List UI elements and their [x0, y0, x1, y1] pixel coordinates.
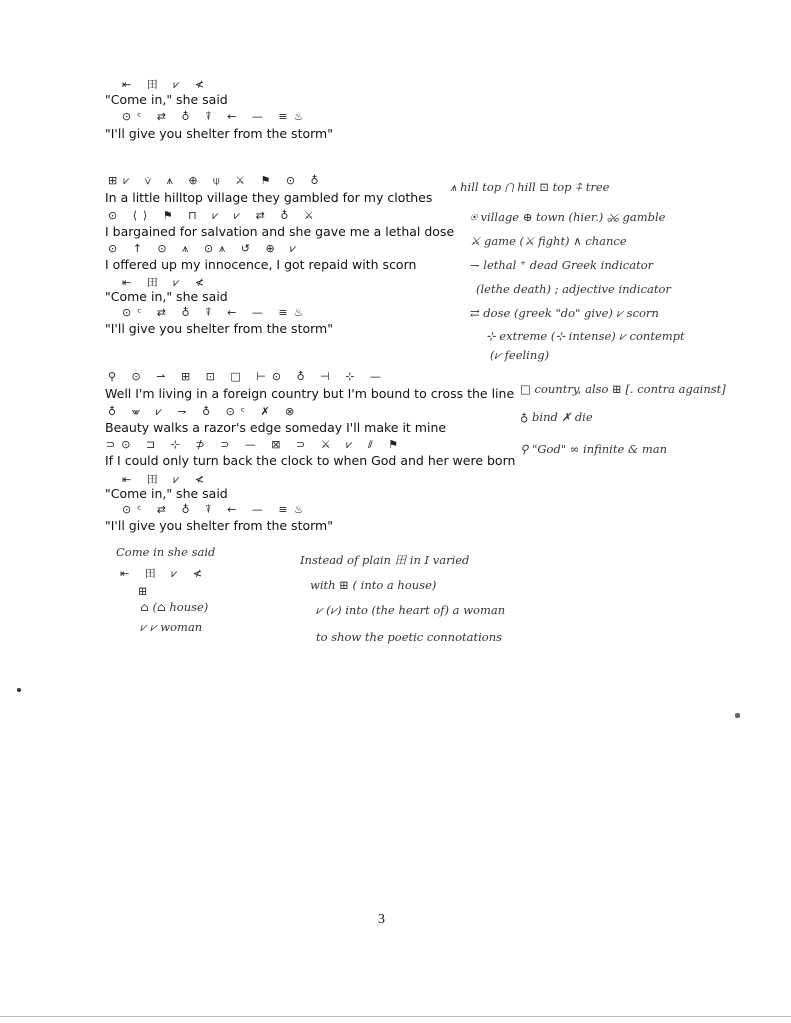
- glyph-line: ⊃⊙ ⊐ ⊹ ⊅ ⊃ — ⊠ ⊃ ⚔ ⩗ ⫽ ⚑: [106, 438, 405, 451]
- handwritten-note: Instead of plain 田 in I varied: [300, 553, 470, 567]
- page-number: 3: [378, 912, 385, 927]
- glyph-line: ♁ ⩖ ⩗ ⇁ ♁ ⊙ᶜ ✗ ⊗: [108, 405, 301, 418]
- handwritten-note: □ country, also ⊞ [. contra against]: [520, 382, 726, 396]
- stray-dot: [17, 688, 21, 692]
- glyph-line: ⊙ᶜ ⇄ ♁ ⍒ ← — ≡♨: [122, 110, 310, 123]
- lyric-line: "I'll give you shelter from the storm": [105, 518, 333, 533]
- lyric-line: "Come in," she said: [105, 486, 228, 501]
- handwritten-note: ⊹ extreme (⊹ intense) ⩗ contempt: [486, 329, 685, 343]
- glyph-line: ⊙ ⟨⟩ ⚑ ⊓ ⩗ ⩗ ⇄ ♁ ⚔: [108, 209, 320, 222]
- glyph-line: ⇤ 田 ⩗ ≮: [120, 567, 209, 580]
- lyric-line: Beauty walks a razor's edge someday I'll make it mine: [105, 420, 447, 435]
- glyph-line: ⇤ 田 ⩗ ≮: [122, 276, 211, 289]
- handwritten-note: ⩚ hill top ⋂ hill ⊡ top ⍏ tree: [450, 180, 610, 194]
- handwritten-note: (lethe death) ; adjective indicator: [476, 282, 671, 296]
- handwritten-note: ⊞: [138, 584, 148, 598]
- page-edge-line: [0, 1016, 791, 1017]
- glyph-line: ⇤ 田 ⩗ ≮: [122, 473, 211, 486]
- handwritten-note: ⇄ dose (greek "do" give) ⩗ scorn: [470, 306, 659, 320]
- glyph-line: ⊙ ↑ ⊙ ⩚ ⊙⩚ ↺ ⊕ ⩗: [108, 242, 303, 255]
- handwritten-note: to show the poetic connotations: [316, 630, 503, 644]
- glyph-line: ⊙ᶜ ⇄ ♁ ⍒ ← — ≡♨: [122, 306, 310, 319]
- handwritten-note: with ⊞ ( into a house): [310, 578, 437, 592]
- lyric-line: "I'll give you shelter from the storm": [105, 126, 333, 141]
- lyric-line: I offered up my innocence, I got repaid with scorn: [105, 257, 417, 272]
- lyric-line: In a little hilltop village they gambled for my clothes: [105, 190, 433, 205]
- stray-dot: [735, 713, 740, 718]
- glyph-line: ⇤ 田 ⩗ ≮: [122, 78, 211, 91]
- lyric-line: "Come in," she said: [105, 289, 228, 304]
- lyric-line: If I could only turn back the clock to when God and her were born: [105, 453, 516, 468]
- handwritten-note: ⇁ lethal ⁺ dead Greek indicator: [470, 258, 654, 272]
- lyric-line: I bargained for salvation and she gave me a lethal dose: [105, 224, 455, 239]
- lyric-line: "Come in," she said: [105, 92, 228, 107]
- glyph-line: ⊞⩗ ⩒ ⩚ ⊕ ⍦ ⚔ ⚑ ⊙ ♁: [108, 174, 325, 187]
- handwritten-note: ⚔ game (⚔ fight) ∧ chance: [470, 234, 627, 248]
- glyph-line: ⚲ ⊙ ⇀ ⊞ ⊡ □ ⊢⊙ ♁ ⊣ ⊹ —: [108, 370, 387, 383]
- handwritten-note: ⍟ village ⊕ town (hier.) ⚔ gamble: [470, 210, 666, 224]
- handwritten-note: ⚲ "God" ∞ infinite & man: [520, 442, 668, 456]
- handwritten-note: Come in she said: [116, 545, 216, 559]
- handwritten-note: ⩗ (⩗) into (the heart of) a woman: [316, 603, 506, 617]
- lyric-line: "I'll give you shelter from the storm": [105, 321, 333, 336]
- handwritten-note: ⌂ (⌂ house): [140, 600, 209, 614]
- handwritten-note: (⩗ feeling): [490, 348, 550, 362]
- lyric-line: Well I'm living in a foreign country but I'm bound to cross the line: [105, 386, 515, 401]
- glyph-line: ⊙ᶜ ⇄ ♁ ⍒ ← — ≡♨: [122, 503, 310, 516]
- handwritten-note: ⩗ ⩗ woman: [140, 620, 203, 634]
- handwritten-note: ♁ bind ✗ die: [520, 410, 593, 424]
